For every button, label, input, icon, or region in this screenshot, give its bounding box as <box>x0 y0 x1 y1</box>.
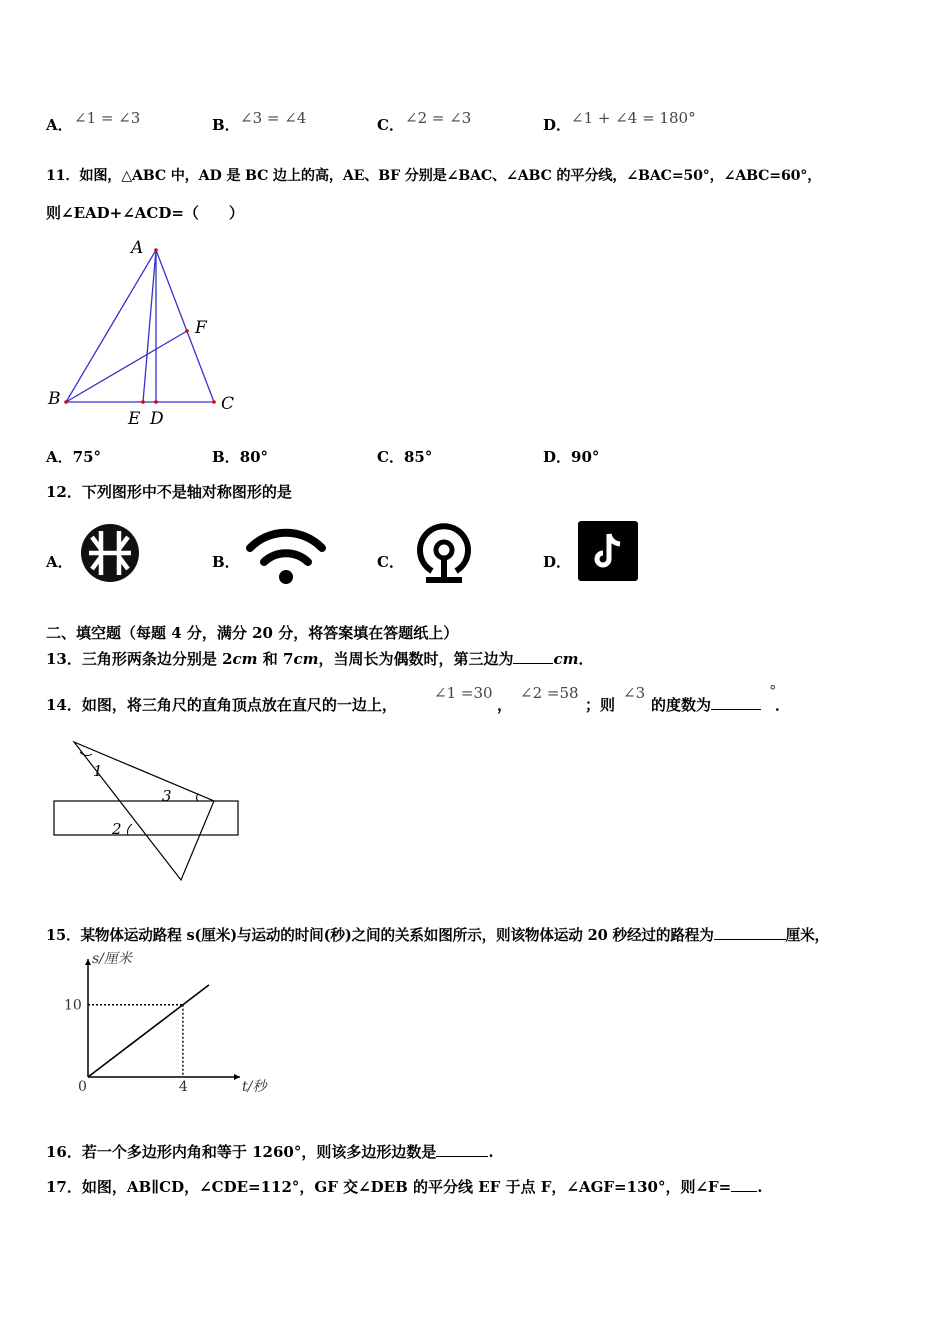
q13-rest: ，当周长为偶数时，第三边为 <box>318 650 514 668</box>
q10-option-b-expr: ∠3 = ∠4 <box>240 109 307 127</box>
label-b: B <box>48 389 61 409</box>
q12-option-c-letter: C． <box>377 553 404 571</box>
wifi-icon <box>246 526 326 586</box>
q12-stem: 12．下列图形中不是轴对称图形的是 <box>46 483 292 501</box>
q16-text: 16．若一个多边形内角和等于 1260°，则该多边形边数是 <box>46 1143 437 1161</box>
q10-option-b <box>212 114 240 135</box>
q13-unit-2: cm <box>293 650 319 668</box>
q17-answer-blank[interactable] <box>731 1177 757 1192</box>
origin-label: 0 <box>78 1079 87 1095</box>
q11-option-b <box>212 446 268 467</box>
side-ab <box>66 250 156 402</box>
q12-option-a-letter: A． <box>46 553 73 571</box>
q14-ruler-triangle-figure <box>50 738 250 886</box>
ruler <box>54 801 238 835</box>
series-line <box>88 985 209 1077</box>
q11-option-c <box>377 446 432 467</box>
option-value: 80° <box>239 448 269 466</box>
segment-bf <box>66 331 187 402</box>
q14-angle-2: ∠2 =58 <box>520 684 579 702</box>
q17-text: 17．如图，AB∥CD，∠CDE=112°，GF 交∠DEB 的平分线 EF 于点 F，∠AGF=130°，则∠F= <box>46 1178 732 1196</box>
option-value: 90° <box>571 448 600 466</box>
y-axis-label: s/厘米 <box>92 951 132 967</box>
option-letter: D． <box>543 448 572 466</box>
q17-end: . <box>757 1178 763 1196</box>
q14-answer-blank[interactable] <box>711 695 761 710</box>
label-f: F <box>195 318 207 338</box>
q13-answer-blank[interactable] <box>513 649 553 664</box>
option-letter: C． <box>377 448 404 466</box>
q10-option-d <box>543 114 571 135</box>
y-axis-arrow <box>85 959 91 965</box>
q12-option-d-letter: D． <box>543 553 572 571</box>
q15-text: 15．某物体运动路程 s(厘米)与运动的时间(秒)之间的关系如图所示，则该物体运动 20 秒经过的路程为 <box>46 927 714 944</box>
point-e <box>141 400 145 404</box>
q14-rest <box>651 694 761 715</box>
q15-distance-time-chart <box>60 951 267 1100</box>
q16-end: . <box>488 1143 494 1161</box>
q15-unit: 厘米， <box>785 927 829 944</box>
q16-answer-blank[interactable] <box>436 1142 488 1157</box>
option-value: 85° <box>403 448 433 466</box>
q15-stem <box>46 924 829 945</box>
q10-option-c <box>377 114 404 135</box>
label-e: E <box>128 409 141 429</box>
tiktok-logo-icon <box>578 521 638 581</box>
q13-unit: cm <box>553 650 579 668</box>
label-a: A <box>131 238 144 258</box>
q11-option-d <box>543 446 599 467</box>
q13-unit-1: cm <box>232 650 258 668</box>
q13-mid: 和 <box>257 650 284 668</box>
option-letter: B． <box>212 116 240 134</box>
metro-logo-icon <box>80 523 140 583</box>
x-axis-arrow <box>234 1074 240 1080</box>
option-letter: B． <box>212 448 240 466</box>
q11-stem-line1: 11．如图，△ABC 中，AD 是 BC 边上的高，AE、BF 分别是∠BAC、∠ABC 的平分线，∠BAC=50°，∠ABC=60°， <box>46 168 822 184</box>
q14-sep-2: ；则 <box>585 696 616 714</box>
section-heading: 二、填空题（每题 4 分，满分 20 分，将答案填在答题纸上） <box>46 624 459 642</box>
q11-triangle-figure <box>40 232 260 432</box>
q16-stem <box>46 1141 494 1162</box>
q11-option-a <box>46 446 101 467</box>
q14-rest-text: 的度数为 <box>651 696 712 714</box>
q14-end: ． <box>775 696 791 714</box>
railway-logo-icon <box>412 521 476 585</box>
q14-prefix: 14．如图，将三角尺的直角顶点放在直尺的一边上， <box>46 696 397 714</box>
q13-prefix: 13．三角形两条边分别是 <box>46 650 223 668</box>
x-tick-label: 4 <box>178 1079 188 1095</box>
x-axis-label: t/秒 <box>242 1079 267 1095</box>
q14-angle-1: ∠1 =30 <box>434 684 493 702</box>
q14-angle-3: ∠3 <box>623 684 646 702</box>
option-letter: C． <box>377 116 404 134</box>
label-2: 2 <box>112 820 122 838</box>
point-a <box>154 248 158 252</box>
q10-option-a-expr: ∠1 = ∠3 <box>74 109 141 127</box>
q10-option-c-expr: ∠2 = ∠3 <box>405 109 472 127</box>
point-b <box>64 400 68 404</box>
q13-stem <box>46 648 594 669</box>
angle-3-arc <box>197 794 199 801</box>
option-letter: A． <box>46 116 73 134</box>
y-tick-label: 10 <box>64 997 82 1014</box>
label-c: C <box>221 394 235 414</box>
label-1: 1 <box>93 762 103 780</box>
option-value: 75° <box>72 448 102 466</box>
point-c <box>212 400 216 404</box>
q14-degree: ° <box>769 682 777 700</box>
q10-option-a <box>46 114 73 135</box>
label-3: 3 <box>162 787 172 805</box>
q13-end: ． <box>578 650 594 668</box>
q13-value-2: 7 <box>283 650 294 668</box>
point-f <box>185 329 189 333</box>
segment-ae <box>143 250 156 402</box>
q17-stem <box>46 1176 762 1197</box>
q12-option-b-letter: B． <box>212 553 240 571</box>
q13-value-1: 2 <box>222 650 233 668</box>
q15-answer-blank[interactable] <box>714 925 786 940</box>
label-d: D <box>150 409 164 429</box>
option-letter: A． <box>46 448 73 466</box>
q14-sep-1: ， <box>497 696 513 714</box>
q10-option-d-expr: ∠1 + ∠4 = 180° <box>571 109 696 127</box>
option-letter: D． <box>543 116 572 134</box>
point-d <box>154 400 158 404</box>
q11-stem-line2: 则∠EAD+∠ACD=（ ） <box>46 204 244 222</box>
